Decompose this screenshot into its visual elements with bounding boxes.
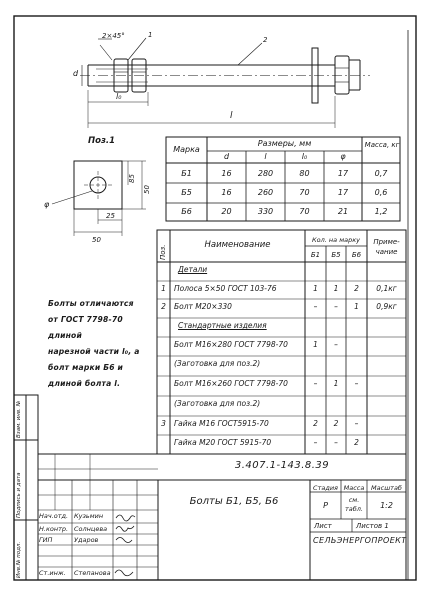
size-table-mark-header: Марка	[173, 145, 200, 154]
title-person: Солнцева	[74, 525, 108, 533]
size-row-l: 280	[257, 169, 274, 178]
spec-row-qty-b5: 2	[333, 419, 339, 428]
spec-row-name: Детали	[178, 265, 208, 274]
spec-row-pos: 1	[161, 284, 166, 293]
size-row-phi: 17	[337, 188, 349, 197]
spec-name-header: Наименование	[204, 240, 271, 250]
spec-row-qty-b5: 1	[333, 379, 339, 388]
size-row-mark: Б5	[181, 188, 192, 197]
dim-l: l	[230, 111, 233, 121]
dim-50-side: 50	[143, 185, 151, 194]
spec-pos-header: Поз.	[159, 244, 167, 260]
plate-view	[52, 161, 146, 236]
note-line: нарезной части l₀, а	[48, 347, 140, 356]
spec-row-pos: 2	[161, 302, 166, 311]
spec-row-qty-b1: 1	[313, 340, 318, 349]
signatures	[113, 510, 137, 580]
sheet-label: Лист	[314, 522, 332, 530]
size-col-phi: φ	[340, 152, 346, 161]
spec-row-qty-b6: 1	[354, 302, 359, 311]
spec-row-name: Болт М16×260 ГОСТ 7798-70	[174, 379, 288, 388]
spec-row-pos: 3	[161, 419, 166, 428]
spec-row-note: 0,9кг	[376, 302, 397, 311]
spec-row-qty-b5: –	[334, 438, 338, 447]
size-row-l0: 70	[299, 207, 310, 216]
title-role: Н.контр.	[39, 525, 69, 533]
spec-row-name: (Заготовка для поз.2)	[174, 359, 261, 368]
size-row-mark: Б6	[181, 207, 192, 216]
spec-row-qty-b1: –	[313, 379, 318, 388]
spec-row-qty-b6: –	[354, 419, 359, 428]
size-row-d: 16	[221, 188, 232, 197]
spec-qty-header: Кол. на марку	[312, 236, 360, 244]
dim-d: d	[73, 69, 79, 78]
spec-row-qty-b1: –	[313, 302, 318, 311]
stage-value: Р	[323, 501, 328, 510]
spec-row-qty-b1: 2	[313, 419, 318, 428]
size-row-mass: 0,7	[374, 169, 388, 178]
size-table-sizes-header: Размеры, мм	[257, 139, 312, 148]
mass-value: см. табл.	[345, 496, 363, 513]
title-role: Нач.отд.	[39, 512, 69, 520]
dim-25: 25	[106, 212, 115, 220]
spec-row-qty-b1: –	[313, 438, 318, 447]
mass-header: Масса	[343, 484, 365, 492]
title-person: Ударов	[74, 536, 99, 544]
dim-l0: l₀	[116, 92, 122, 101]
size-row-d: 16	[221, 169, 232, 178]
bolt-drawing	[80, 38, 370, 128]
spec-row-name: (Заготовка для поз.2)	[174, 399, 261, 408]
spec-row-qty-b6: 2	[354, 438, 359, 447]
drawing-title: Болты Б1, Б5, Б6	[189, 496, 279, 507]
note-line: длиной болта l.	[48, 379, 121, 388]
scale-header: Масштаб	[371, 484, 402, 492]
size-row-l: 330	[257, 207, 274, 216]
size-col-l0: l₀	[301, 152, 308, 161]
title-person: Кузьмин	[74, 512, 104, 520]
bolt-note	[48, 296, 156, 392]
organization-name: СЕЛЬЭНЕРГОПРОЕКТ	[313, 536, 407, 545]
spec-row-name: Гайка М16 ГОСТ5915-70	[174, 419, 269, 428]
spec-row-qty-b5: 1	[333, 284, 339, 293]
spec-row-name: Болт М20×330	[174, 302, 232, 311]
dim-phi: φ	[44, 200, 50, 209]
view-label: Поз.1	[88, 136, 116, 146]
spec-qty-col: Б5	[331, 251, 341, 259]
spec-row-note: 0,1кг	[376, 284, 397, 293]
size-col-l: l	[264, 152, 267, 161]
chamfer-callout: 2×45°	[102, 32, 125, 40]
title-person: Степанова	[74, 569, 111, 577]
spec-row-qty-b6: –	[354, 379, 359, 388]
callout-part-1: 1	[148, 31, 153, 39]
size-row-l0: 80	[299, 169, 310, 178]
spec-row-name: Стандартные изделия	[178, 321, 267, 330]
size-row-d: 20	[221, 207, 232, 216]
size-row-l: 260	[257, 188, 274, 197]
spec-row-qty-b1: 1	[313, 284, 318, 293]
size-row-phi: 17	[337, 169, 349, 178]
stage-header: Стадия	[313, 484, 338, 492]
scale-value: 1:2	[380, 501, 393, 510]
size-row-mark: Б1	[181, 169, 192, 178]
spec-qty-col: Б1	[310, 251, 321, 259]
size-table-mass-header: Масса, кг	[364, 141, 400, 149]
size-row-mass: 0,6	[374, 188, 388, 197]
size-row-mass: 1,2	[374, 207, 388, 216]
spec-row-name: Гайка М20 ГОСТ 5915-70	[174, 438, 272, 447]
spec-row-qty-b6: 2	[354, 284, 359, 293]
size-col-d: d	[223, 152, 230, 161]
size-row-l0: 70	[299, 188, 310, 197]
margin-label-sign: Подпись и дата	[16, 472, 22, 518]
spec-row-qty-b5: –	[334, 340, 338, 349]
margin-label-inv: Взам. инв. №	[16, 400, 22, 438]
callout-part-2: 2	[263, 36, 268, 44]
dim-50-bottom: 50	[92, 236, 101, 244]
spec-qty-col: Б6	[351, 251, 362, 259]
spec-row-name: Полоса 5×50 ГОСТ 103-76	[174, 284, 277, 293]
sheets-label: Листов 1	[356, 522, 389, 530]
margin-label-orig: Инв.№ подл.	[16, 541, 22, 578]
note-line: Болты отличаются	[48, 299, 134, 308]
drawing-code: 3.407.1-143.8.39	[234, 460, 330, 471]
spec-row-qty-b5: –	[334, 302, 338, 311]
title-role: ГИП	[39, 536, 53, 544]
title-role: Ст.инж.	[39, 569, 66, 577]
size-row-phi: 21	[337, 207, 349, 216]
note-line: болт марки Б6 и	[48, 363, 124, 372]
note-line: от ГОСТ 7798-70 длиной	[48, 315, 123, 340]
spec-row-name: Болт М16×280 ГОСТ 7798-70	[174, 340, 288, 349]
dim-85: 85	[128, 174, 136, 183]
spec-note-header: Приме-чание	[373, 238, 400, 256]
